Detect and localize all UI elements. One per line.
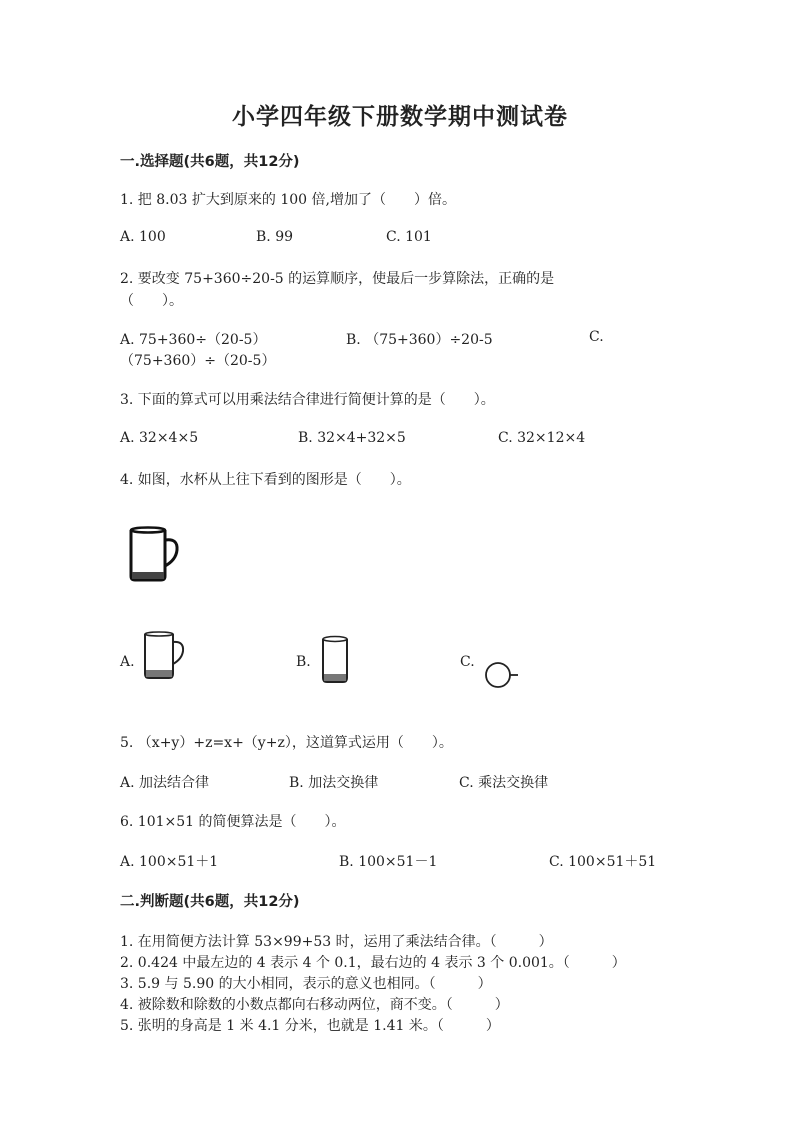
q1-option-a: A. 100: [120, 229, 166, 245]
q2-option-c: C.: [589, 329, 604, 345]
question-2-blank: （ ）。: [120, 293, 183, 309]
question-4: 4. 如图，水杯从上往下看到的图形是（ ）。: [120, 472, 411, 488]
judgement-item-1: 1. 在用简便方法计算 53×99+53 时，运用了乘法结合律。（ ）: [120, 934, 553, 950]
q2-option-c-text: （75+360）÷（20-5）: [120, 353, 276, 369]
q4-option-a: A.: [120, 654, 135, 670]
q6-option-a: A. 100×51＋1: [120, 854, 219, 870]
q1-option-b: B. 99: [256, 229, 294, 245]
q6-option-c: C. 100×51＋51: [549, 854, 657, 870]
section-heading-judgement: 二.判断题(共6题，共12分): [120, 894, 300, 910]
question-2: 2. 要改变 75+360÷20-5 的运算顺序，使最后一步算除法，正确的是: [120, 271, 555, 287]
q6-option-b: B. 100×51－1: [339, 854, 438, 870]
question-6: 6. 101×51 的简便算法是（ ）。: [120, 814, 346, 830]
q4-option-b: B.: [296, 654, 311, 670]
circle-with-handle-icon: [482, 659, 522, 691]
q1-option-c: C. 101: [386, 229, 432, 245]
q5-option-c: C. 乘法交换律: [459, 775, 549, 791]
q2-option-a: A. 75+360÷（20-5）: [120, 332, 267, 348]
question-3: 3. 下面的算式可以用乘法结合律进行简便计算的是（ ）。: [120, 392, 495, 408]
q3-option-c: C. 32×12×4: [498, 430, 586, 446]
mug-illustration: [124, 524, 186, 586]
q3-option-a: A. 32×4×5: [120, 430, 199, 446]
mug-side-view-icon: [140, 630, 188, 682]
q3-option-b: B. 32×4+32×5: [298, 430, 406, 446]
q2-option-b: B. （75+360）÷20-5: [346, 332, 493, 348]
q5-option-b: B. 加法交换律: [289, 775, 379, 791]
section-heading-choice: 一.选择题(共6题，共12分): [120, 154, 300, 170]
judgement-item-5: 5. 张明的身高是 1 米 4.1 分米，也就是 1.41 米。（ ）: [120, 1018, 500, 1034]
q4-option-c: C.: [460, 654, 475, 670]
judgement-item-3: 3. 5.9 与 5.90 的大小相同，表示的意义也相同。（ ）: [120, 976, 492, 992]
judgement-item-2: 2. 0.424 中最左边的 4 表示 4 个 0.1，最右边的 4 表示 3 个 0.001。（ ）: [120, 955, 626, 971]
judgement-item-4: 4. 被除数和除数的小数点都向右移动两位，商不变。（ ）: [120, 997, 509, 1013]
page-title: 小学四年级下册数学期中测试卷: [232, 104, 568, 130]
question-5: 5. （x+y）+z=x+（y+z），这道算式运用（ ）。: [120, 735, 453, 751]
q5-option-a: A. 加法结合律: [120, 775, 210, 791]
cylinder-icon: [318, 634, 352, 686]
question-1: 1. 把 8.03 扩大到原来的 100 倍,增加了（ ）倍。: [120, 192, 456, 208]
